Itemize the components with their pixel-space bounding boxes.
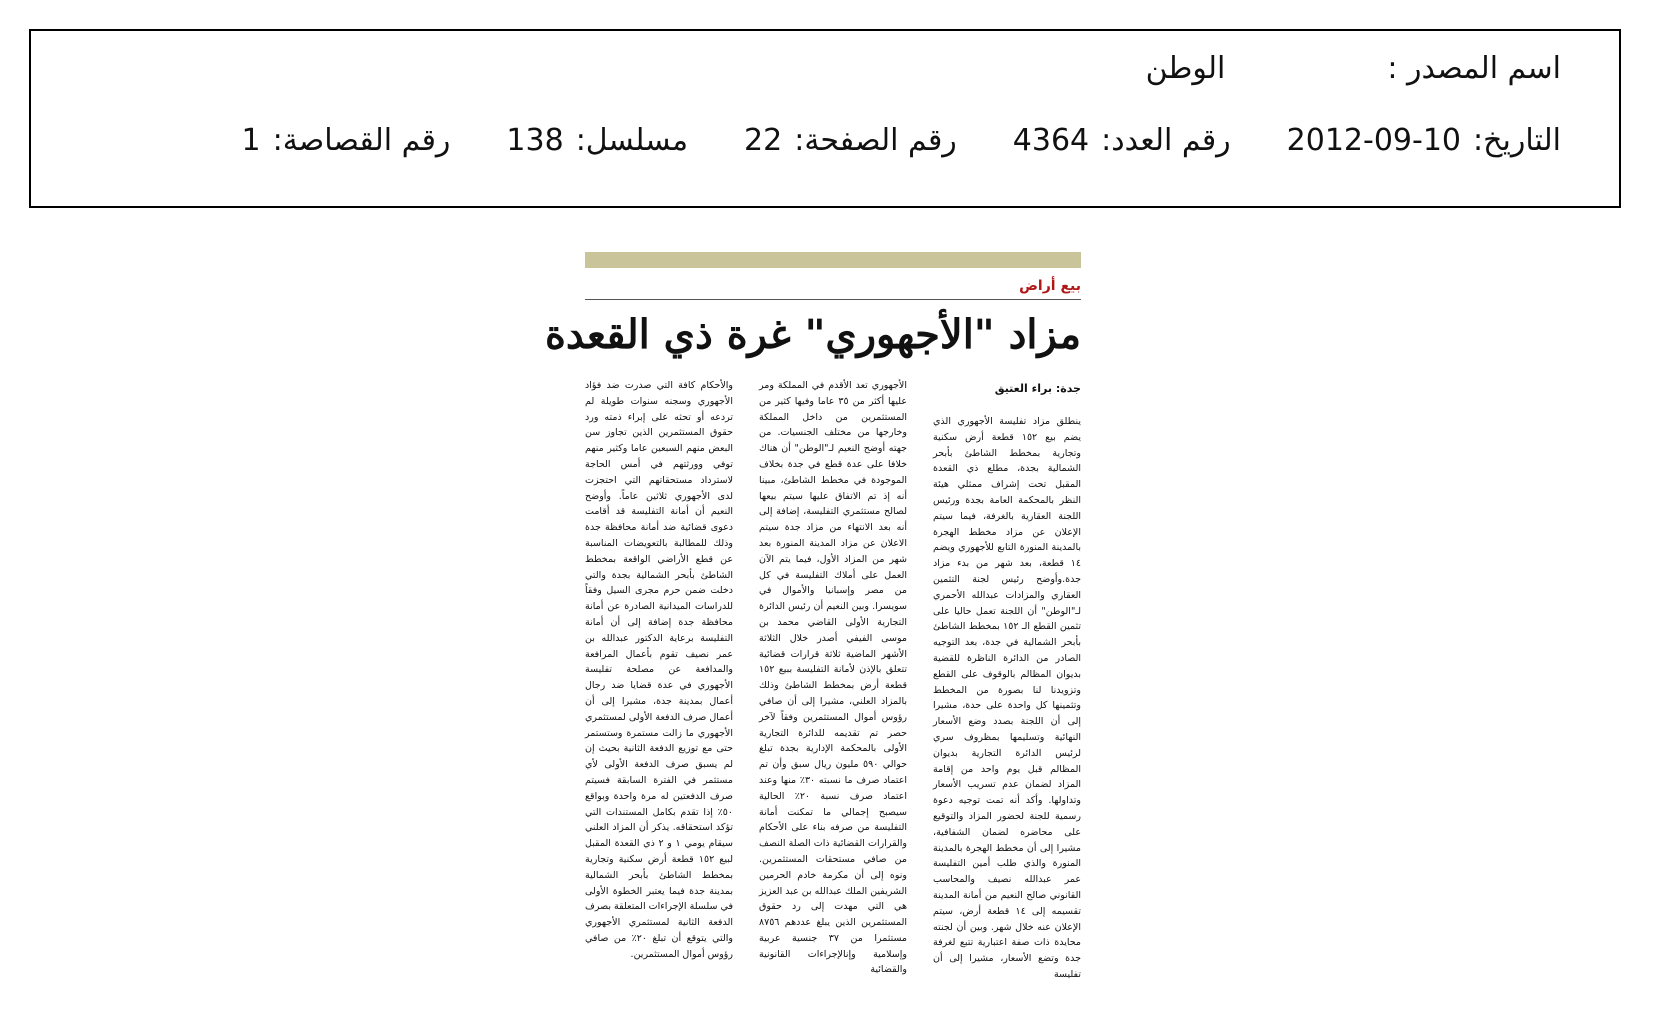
details-row [242, 123, 1561, 158]
page-label: رقم الصفحة: [794, 123, 957, 158]
issue-pair [1013, 123, 1231, 158]
clipping-metadata-box [29, 29, 1621, 208]
clip-number-label: رقم القصاصة: [272, 123, 451, 158]
newspaper-clipping [544, 252, 1081, 997]
issue-value: 4364 [1012, 123, 1090, 158]
article-column-2: الأجهوري تعد الأقدم في المملكة ومر عليها أكثر من ٣٥ عاما وفيها كثير من المستثمرين من داخل المملكة وخارجها من مختلف الجنسيات. من جهته أوضح النعيم لـ"الوطن" أن هناك خلافا على عدة قطع في جدة بخلاف الموجودة في مخطط الشاطئ، مبينا أنه إذ تم الاتفاق عليها سيتم بيعها لصالح مستثمري التفليسة، إضافة إلى أنه بعد الانتهاء من مزاد جدة سيتم الاعلان عن مزاد المدينة المنورة بعد شهر من المزاد الأول، فيما يتم الآن العمل على أملاك التفليسة في كل من مصر وإسبانيا والأموال في سويسرا. وبين النعيم أن رئيس الدائرة التجارية الأولى القاضي محمد بن موسى الفيفي أصدر خلال الثلاثة الأشهر الماضية ثلاثة قرارات قضائية تتعلق بالإذن لأمانة التفليسة ببيع ١٥٢ قطعة أرض بمخطط الشاطئ وذلك بالمزاد العلني، مشيرا إلى أن صافي رؤوس أموال المستثمرين وفقاً لآخر حصر تم تقديمه للدائرة التجارية الأولى بالمحكمة الإدارية بجدة تبلغ حوالي ٥٩٠ مليون ريال سبق وأن تم اعتماد صرف ما نسبته ٣٠٪ منها وعند اعتماد صرف نسبة ٢٠٪ الحالية سيصبح إجمالي ما تمكنت أمانة التفليسة من صرفه بناء على الأحكام والقرارات القضائية ذات الصلة النصف من صافي مستحقات المستثمرين. ونوه إلى أن مكرمة خادم الحرمين الشريفين الملك عبدالله بن عبد العزيز هي التي مهدت إلى رد حقوق المستثمرين الذين يبلغ عددهم ٨٧٥٦ مستثمرا من ٣٧ جنسية عربية وإسلامية وإنالإجراءات القانونية والقضائية [758, 380, 908, 976]
section-label: بيع أراض [1019, 278, 1081, 294]
serial-pair [506, 123, 688, 158]
top-color-band [585, 252, 1081, 268]
serial-label: مسلسل: [575, 123, 689, 158]
page-value: 22 [744, 123, 783, 158]
article-column-3: والأحكام كافة التي صدرت ضد فؤاد الأجهوري وسجنه سنوات طويلة لم تردعه أو تحثه على إبراء ذمته ورد حقوق المستثمرين الذين تجاوز سن البعض منهم السبعين عاما وكثير منهم توفي وورثتهم في أمس الحاجة لاسترداد مستحقاتهم التي احتجزت لدى الأجهوري ثلاثين عاماً. وأوضح النعيم أن أمانة التفليسة قد أقامت دعوى قضائية ضد أمانة محافظة جدة وذلك للمطالبة بالتعويضات المناسبة عن قطع الأراضي الواقعة بمخطط الشاطئ بأبحر الشمالية بجدة والتي دخلت ضمن حرم مجرى السيل وفقاً للدراسات الميدانية الصادرة عن أمانة محافظة جدة إضافة إلى أن أمانة التفليسة برعاية الدكتور عبدالله بن عمر نصيف تقوم بأعمال المرافعة والمدافعة عن مصلحة تفليسة الأجهوري في عدة قضايا ضد رجال أعمال بمدينة جدة، مشيرا إلى أن أعمال صرف الدفعة الأولى لمستثمري الأجهوري ما زالت مستمرة وستستمر حتى مع توزيع الدفعة الثانية بحيث إن لم يسبق صرف الدفعة الأولى لأي مستثمر في الفترة السابقة فسيتم صرف الدفعتين له مرة واحدة وبواقع ٥٠٪ إذا تقدم بكامل المستندات التي تؤكد استحقاقه. يذكر أن المزاد العلني سيقام يومي ١ و ٢ ذي القعدة المقبل لبيع ١٥٢ قطعة أرض سكنية وتجارية بمخطط الشاطئ بأبحر الشمالية بمدينة جدة فيما يعتبر الخطوة الأولى في سلسلة الإجراءات المتعلقة بصرف الدفعة الثانية لمستثمري الأجهوري والتي يتوقع أن تبلغ ٢٠٪ من صافي رؤوس أموال المستثمرين. [585, 380, 733, 960]
source-row [1146, 51, 1561, 86]
page-pair [744, 123, 957, 158]
source-label: اسم المصدر : [1387, 51, 1561, 86]
issue-label: رقم العدد: [1101, 123, 1231, 158]
section-divider [585, 299, 1081, 300]
clip-number-value: 1 [241, 123, 261, 158]
clip-number-pair [242, 123, 451, 158]
article-byline: جدة: براء العتيق [994, 382, 1081, 395]
article-column-1: ينطلق مزاد تفليسة الأجهوري الذي يضم بيع ١٥٢ قطعة أرض سكنية وتجارية بمخطط الشاطئ بأبحر الشمالية بجدة، مطلع ذي القعدة المقبل تحت إشراف ممثلي هيئة النظر بالمحكمة العامة بجدة ورئيس اللجنة العقارية بالغرفة، فيما سيتم الإعلان عن مزاد مخطط الهجرة بالمدينة المنورة التابع للأجهوري ويضم ١٤ قطعة، بعد شهر من بدء مزاد جدة.وأوضح رئيس لجنة التثمين العقاري والمزادات عبدالله الأحمري لـ"الوطن" أن اللجنة تعمل حاليا على تثمين القطع الـ ١٥٢ بمخطط الشاطئ بأبحر الشمالية في جدة، بعد التوجيه الصادر من الدائرة الناظرة للقضية بديوان المظالم بالوقوف على القطع وتزويدنا لنا بصورة من المخطط وتثمينها كل واحدة على حدة، مشيرا إلى أن اللجنة بصدد وضع الأسعار النهائية وتسليمها بمظروف سري لرئيس الدائرة التجارية بديوان المظالم قبل يوم واحد من إقامة المزاد لضمان عدم تسريب الأسعار وتداولها. وأكد أنه تمت توجيه دعوة رسمية للجنة لحضور المزاد والتوقيع على محاضره لضمان الشفافية، مشيرا إلى أن مخطط الهجرة بالمدينة المنورة والذي طلب أمين التفليسة عمر عبدالله نصيف والمحاسب القانوني صالح النعيم من أمانة المدينة تقسيمه إلى ١٤ قطعة أرض، سيتم الإعلان عنه خلال شهر. وبين أن لجنته محايدة ذات صفة اعتبارية تتبع لغرفة جدة وتضع الأسعار، مشيرا إلى أن تفليسة [933, 416, 1081, 980]
date-value: 2012-09-10 [1286, 123, 1462, 158]
date-pair [1287, 123, 1561, 158]
serial-value: 138 [506, 123, 564, 158]
article-headline: مزاد "الأجهوري" غرة ذي القعدة [544, 311, 1081, 358]
source-value: الوطن [1145, 51, 1226, 86]
date-label: التاريخ: [1473, 123, 1561, 158]
